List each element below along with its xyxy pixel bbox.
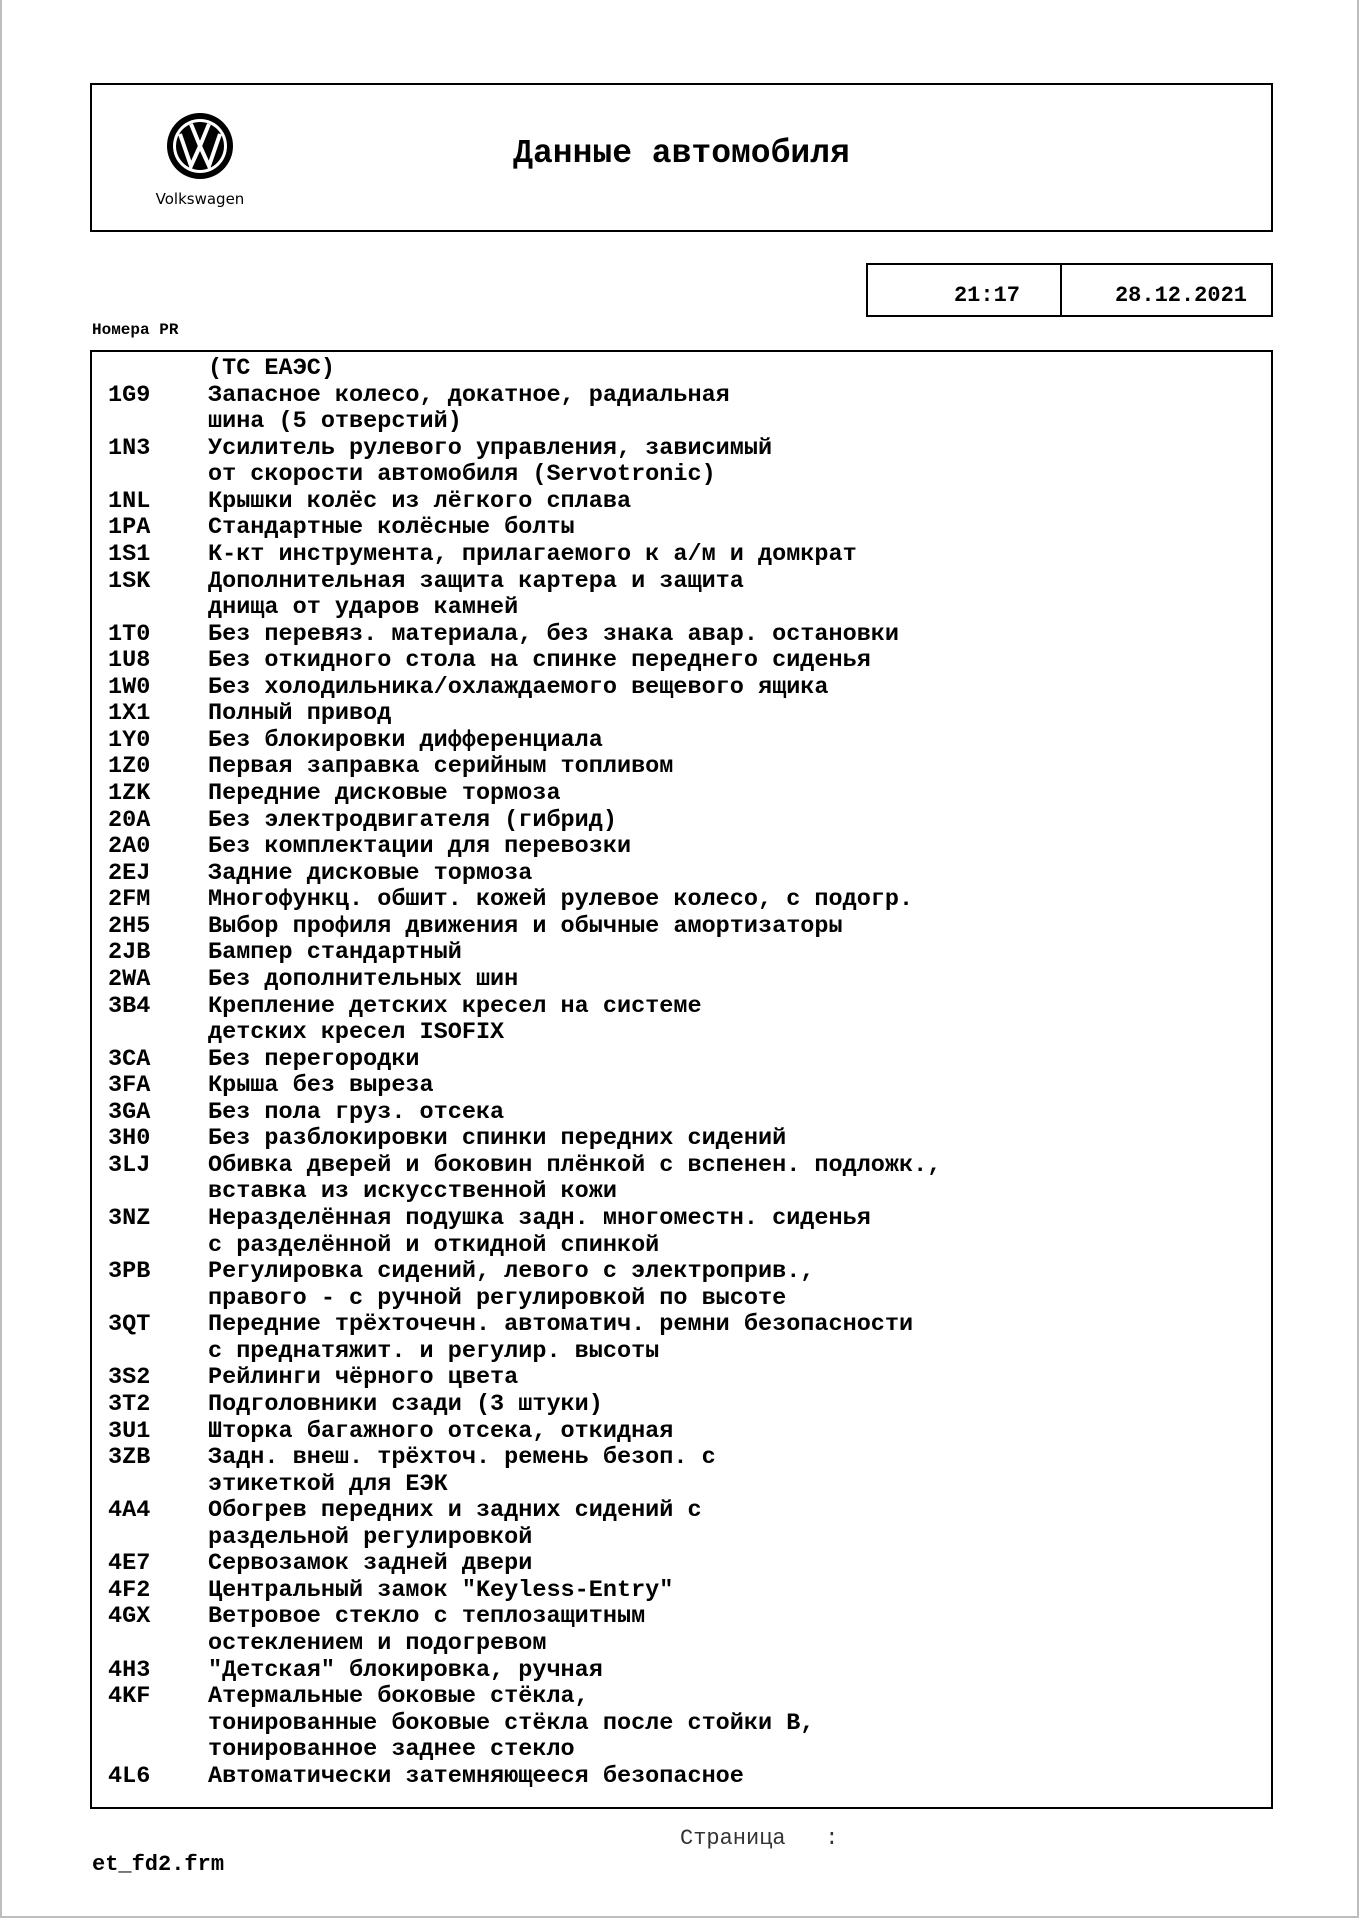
pr-description: Первая заправка серийным топливом bbox=[208, 753, 674, 781]
pr-code bbox=[108, 1020, 208, 1047]
pr-code-item bbox=[108, 1551, 941, 1578]
pr-description: правого - с ручной регулировкой по высоте bbox=[208, 1284, 787, 1312]
section-label: Номера PR bbox=[92, 321, 179, 339]
pr-code bbox=[108, 1525, 208, 1552]
pr-code-item bbox=[108, 1206, 941, 1233]
pr-code-item-continuation bbox=[108, 1339, 941, 1366]
pr-description: Без перегородки bbox=[208, 1045, 420, 1073]
pr-code-item bbox=[108, 383, 941, 410]
pr-code-item bbox=[108, 1259, 941, 1286]
pr-code: 1Y0 bbox=[108, 726, 151, 754]
pr-description: Бампер стандартный bbox=[208, 939, 462, 967]
pr-description: тонированные боковые стёкла после стойки В, bbox=[208, 1709, 815, 1737]
pr-code: 3FA bbox=[108, 1072, 151, 1100]
pr-code-item bbox=[108, 1684, 941, 1711]
pr-code: 1N3 bbox=[108, 434, 151, 462]
pr-code: 3CA bbox=[108, 1045, 151, 1073]
pr-code: 2H5 bbox=[108, 912, 151, 940]
pr-code bbox=[108, 1472, 208, 1499]
pr-code: 3H0 bbox=[108, 1125, 151, 1153]
pr-description: раздельной регулировкой bbox=[208, 1523, 533, 1551]
pr-code-item bbox=[108, 781, 941, 808]
pr-description: Обивка дверей и боковин плёнкой с вспенен. подложк., bbox=[208, 1151, 942, 1179]
pr-code-item-continuation bbox=[108, 1525, 941, 1552]
pr-description: Без холодильника/охлаждаемого вещевого ящика bbox=[208, 673, 829, 701]
pr-code-item bbox=[108, 1578, 941, 1605]
pr-code: 1Z0 bbox=[108, 753, 151, 781]
pr-code: 4E7 bbox=[108, 1550, 151, 1578]
brand-name: Volkswagen bbox=[155, 190, 245, 208]
pr-description: детских кресел ISOFIX bbox=[208, 1019, 505, 1047]
pr-code: 4KF bbox=[108, 1683, 151, 1711]
pr-description: Неразделённая подушка задн. многоместн. сиденья bbox=[208, 1205, 871, 1232]
pr-description: с разделённой и откидной спинкой bbox=[208, 1231, 660, 1259]
pr-code-item bbox=[108, 701, 941, 728]
pr-code: 3S2 bbox=[108, 1364, 151, 1392]
pr-code-item bbox=[108, 1153, 941, 1180]
pr-code-item bbox=[108, 542, 941, 569]
pr-code: 4A4 bbox=[108, 1497, 151, 1525]
pr-code: 2FM bbox=[108, 886, 151, 914]
pr-description: Без перевяз. материала, без знака авар. остановки bbox=[208, 620, 900, 648]
pr-description: Обогрев передних и задних сидений с bbox=[208, 1497, 702, 1525]
pr-code: 3LJ bbox=[108, 1151, 151, 1179]
pr-code: 1NL bbox=[108, 487, 151, 515]
pr-code-item bbox=[108, 861, 941, 888]
pr-code bbox=[108, 356, 208, 383]
pr-code-item bbox=[108, 1312, 941, 1339]
pr-description: этикеткой для ЕЭК bbox=[208, 1470, 448, 1498]
pr-description: тонированное заднее стекло bbox=[208, 1736, 575, 1764]
pr-code: 4F2 bbox=[108, 1576, 151, 1604]
pr-code bbox=[108, 462, 208, 489]
pr-code: 1W0 bbox=[108, 673, 151, 701]
pr-code-item bbox=[108, 887, 941, 914]
pr-code-item bbox=[108, 1073, 941, 1100]
pr-code-item bbox=[108, 622, 941, 649]
pr-description: Передние дисковые тормоза bbox=[208, 780, 561, 807]
pr-description: Подголовники сзади (3 штуки) bbox=[208, 1390, 603, 1418]
pr-code-item-continuation bbox=[108, 1233, 941, 1260]
pr-code: 3PB bbox=[108, 1258, 151, 1286]
pr-description: Без разблокировки спинки передних сидений bbox=[208, 1125, 787, 1153]
pr-description: Усилитель рулевого управления, зависимый bbox=[208, 434, 773, 462]
pr-code bbox=[108, 1711, 208, 1738]
pr-code: 4GX bbox=[108, 1603, 151, 1631]
pr-code-item bbox=[108, 1100, 941, 1127]
pr-description: Шторка багажного отсека, откидная bbox=[208, 1417, 674, 1445]
pr-code-item bbox=[108, 994, 941, 1021]
pr-description: Без дополнительных шин bbox=[208, 965, 519, 993]
pr-description: Без блокировки дифференциала bbox=[208, 726, 603, 754]
pr-code: 1G9 bbox=[108, 381, 151, 409]
pr-code: 4H3 bbox=[108, 1656, 151, 1684]
form-filename: et_fd2.frm bbox=[92, 1852, 225, 1877]
pr-code-item bbox=[108, 436, 941, 463]
pr-description: Задние дисковые тормоза bbox=[208, 859, 533, 887]
pr-code: 3B4 bbox=[108, 992, 151, 1020]
pr-description: (ТС ЕАЭС) bbox=[208, 355, 335, 382]
pr-code: 2JB bbox=[108, 939, 151, 967]
pr-code-item bbox=[108, 754, 941, 781]
pr-code: 3T2 bbox=[108, 1390, 151, 1418]
pr-description: К-кт инструмента, прилагаемого к а/м и домкрат bbox=[208, 540, 857, 568]
pr-code: 3QT bbox=[108, 1311, 151, 1339]
pr-description: Полный привод bbox=[208, 700, 392, 728]
pr-description: Крышки колёс из лёгкого сплава bbox=[208, 487, 632, 515]
pr-description: Рейлинги чёрного цвета bbox=[208, 1364, 519, 1392]
pr-code-item bbox=[108, 1047, 941, 1074]
pr-code-item bbox=[108, 675, 941, 702]
pr-code: 2A0 bbox=[108, 833, 151, 861]
page-number-label: Страница : bbox=[680, 1826, 839, 1851]
pr-description: Центральный замок "Keyless-Entry" bbox=[208, 1576, 674, 1604]
pr-description: Регулировка сидений, левого с электроприв., bbox=[208, 1258, 815, 1286]
pr-code-item bbox=[108, 1365, 941, 1392]
pr-description: Без электродвигателя (гибрид) bbox=[208, 806, 617, 834]
pr-code-item-continuation bbox=[108, 1472, 941, 1499]
pr-description: "Детская" блокировка, ручная bbox=[208, 1656, 603, 1684]
pr-codes-list bbox=[90, 350, 1273, 1809]
pr-code: 1ZK bbox=[108, 780, 151, 807]
pr-code: 1U8 bbox=[108, 647, 151, 675]
pr-code: 1PA bbox=[108, 514, 151, 542]
pr-code bbox=[108, 1286, 208, 1313]
pr-description: Стандартные колёсные болты bbox=[208, 514, 575, 542]
pr-code bbox=[108, 1737, 208, 1764]
pr-code bbox=[108, 1233, 208, 1260]
pr-description: Многофункц. обшит. кожей рулевое колесо, с подогр. bbox=[208, 886, 914, 914]
pr-code-item bbox=[108, 356, 941, 383]
pr-code-item bbox=[108, 1604, 941, 1631]
pr-code-item bbox=[108, 834, 941, 861]
pr-description: Атермальные боковые стёкла, bbox=[208, 1683, 589, 1711]
pr-code: 3NZ bbox=[108, 1205, 151, 1232]
pr-code-item-continuation bbox=[108, 1711, 941, 1738]
pr-code-item-continuation bbox=[108, 462, 941, 489]
pr-code-item bbox=[108, 569, 941, 596]
document-header bbox=[90, 83, 1273, 232]
pr-code: 2EJ bbox=[108, 859, 151, 887]
pr-description: Без откидного стола на спинке переднего сиденья bbox=[208, 647, 871, 675]
pr-code-item-continuation bbox=[108, 1179, 941, 1206]
pr-code-item bbox=[108, 1498, 941, 1525]
pr-description: Крыша без выреза bbox=[208, 1072, 434, 1100]
pr-code-item-continuation bbox=[108, 1286, 941, 1313]
pr-description: днища от ударов камней bbox=[208, 594, 519, 622]
time-value: 21:17 bbox=[868, 265, 1062, 315]
pr-code-item bbox=[108, 1392, 941, 1419]
pr-description: шина (5 отверстий) bbox=[208, 408, 462, 436]
pr-description: Ветровое стекло с теплозащитным bbox=[208, 1603, 646, 1631]
pr-code-item bbox=[108, 1126, 941, 1153]
pr-code: 1S1 bbox=[108, 540, 151, 568]
pr-code-item-continuation bbox=[108, 595, 941, 622]
pr-code bbox=[108, 595, 208, 622]
pr-code: 20A bbox=[108, 806, 151, 834]
pr-code-item bbox=[108, 940, 941, 967]
pr-code-item-continuation bbox=[108, 1020, 941, 1047]
pr-code-item bbox=[108, 967, 941, 994]
pr-description: Выбор профиля движения и обычные амортизаторы bbox=[208, 912, 843, 940]
pr-code: 3ZB bbox=[108, 1444, 151, 1472]
pr-description: остеклением и подогревом bbox=[208, 1630, 547, 1657]
pr-description: Запасное колесо, докатное, радиальная bbox=[208, 381, 730, 409]
pr-description: Автоматически затемняющееся безопасное bbox=[208, 1762, 744, 1790]
datetime-box bbox=[866, 263, 1273, 317]
date-value: 28.12.2021 bbox=[1114, 283, 1247, 308]
pr-code bbox=[108, 1179, 208, 1206]
pr-description: Без пола груз. отсека bbox=[208, 1098, 505, 1126]
page-title: Данные автомобиля bbox=[513, 135, 850, 172]
pr-code: 1X1 bbox=[108, 700, 151, 728]
pr-code-item bbox=[108, 728, 941, 755]
pr-description: Сервозамок задней двери bbox=[208, 1550, 533, 1578]
pr-code-item bbox=[108, 914, 941, 941]
pr-description: Крепление детских кресел на системе bbox=[208, 992, 702, 1020]
pr-code-item bbox=[108, 808, 941, 835]
pr-code: 2WA bbox=[108, 965, 151, 993]
pr-code-item bbox=[108, 515, 941, 542]
pr-description: от скорости автомобиля (Servotronic) bbox=[208, 461, 716, 489]
pr-description: Передние трёхточечн. автоматич. ремни безопасности bbox=[208, 1311, 914, 1339]
pr-code: 1T0 bbox=[108, 620, 151, 648]
pr-code-item-continuation bbox=[108, 409, 941, 436]
pr-code-item bbox=[108, 1658, 941, 1685]
pr-description: с преднатяжит. и регулир. высоты bbox=[208, 1337, 660, 1365]
pr-code-rows bbox=[108, 356, 941, 1790]
pr-code-item bbox=[108, 1764, 941, 1791]
pr-code bbox=[108, 409, 208, 436]
pr-code-item-continuation bbox=[108, 1631, 941, 1658]
pr-code: 3U1 bbox=[108, 1417, 151, 1445]
pr-code-item-continuation bbox=[108, 1737, 941, 1764]
pr-description: вставка из искусственной кожи bbox=[208, 1178, 617, 1206]
pr-code bbox=[108, 1631, 208, 1658]
pr-description: Дополнительная защита картера и защита bbox=[208, 567, 744, 595]
pr-code: 3GA bbox=[108, 1098, 151, 1126]
pr-code-item bbox=[108, 1419, 941, 1446]
pr-code-item bbox=[108, 648, 941, 675]
pr-code-item bbox=[108, 1445, 941, 1472]
pr-code bbox=[108, 1339, 208, 1366]
pr-description: Без комплектации для перевозки bbox=[208, 833, 632, 861]
pr-code: 1SK bbox=[108, 567, 151, 595]
pr-code-item bbox=[108, 489, 941, 516]
pr-code: 4L6 bbox=[108, 1762, 151, 1790]
pr-description: Задн. внеш. трёхточ. ремень безоп. с bbox=[208, 1444, 716, 1472]
